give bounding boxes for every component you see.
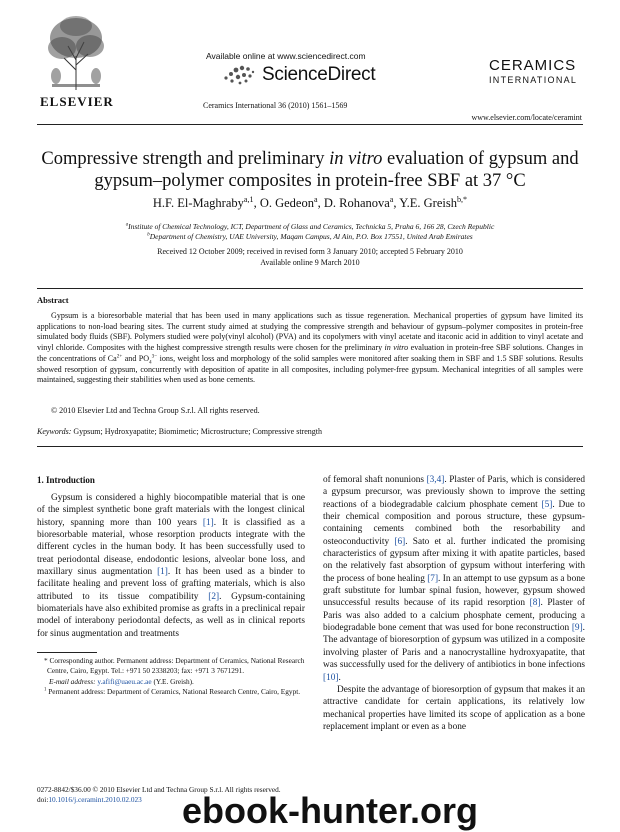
footnote-email: E-mail address: y.afifi@uaeu.ac.ae (Y.E. Greish). bbox=[49, 676, 194, 686]
footnote-permanent: $^1$ Permanent address: Department of Ceramics, National Research Centre, Cairo, Egypt. bbox=[44, 687, 301, 697]
issn-line: 0272-8842/$36.00 © 2010 Elsevier Ltd and Techna Group S.r.l. All rights reserved. bbox=[37, 785, 281, 794]
sciencedirect-dots-icon bbox=[222, 64, 256, 86]
received-dates: Received 12 October 2009; received in revised form 3 January 2010; accepted 5 February 2010 bbox=[157, 247, 463, 256]
intro-paragraph-continued: of femoral shaft nonunions [3,4]. Plaster of Paris, which is considered a gypsum precursor, was previously shown to improve the setting reactions of a biodegradable calcium phosphate cement [5]. Due to their chemical composition and porous structure, these gypsum-containing cements combined both the resorbability and osteoconductivity [6]. Sato et al. further indicated the promising characteristics of gypsum after mixing it with apatite particles, based on the relatively fast absorption of gypsum without interfering with the process of bone healing [7]. In an attempt to use gypsum as a bone graft substitute for lumbar spinal fusion, however, gypsum showed unsuccessful results because of its rapid resorption [8]. Plaster of Paris was also added to a calcium phosphate cement, producing a biodegradable bone cement that was used for bone reconstruction [9]. The advantage of bioresorption of gypsum was utilized in a composite involving plaster of Paris and a nanocrystalline hydroxyapatite, that was successfully used for the delivery of antibiotics in bone infections [10]. bbox=[323, 475, 585, 683]
author-affil-mark[interactable]: a bbox=[313, 194, 318, 204]
abstract-heading: Abstract bbox=[37, 295, 69, 305]
footnote-corresponding: * Corresponding author. Permanent address: Department of Ceramics, National Research Centre, Cairo, Egypt. Tel.: +971 50 2338203; fax: +971 3 7671291. bbox=[44, 656, 305, 676]
author-affil-mark[interactable]: a bbox=[389, 194, 394, 204]
citation-link[interactable]: [7] bbox=[427, 573, 439, 584]
author-list: H.F. El-Maghraby$^{a,1}$, O. Gedeon$^a$, D. Rohanova$^a$, Y.E. Greish$^{b,*}$ bbox=[152, 194, 468, 210]
article-title: Compressive strength and preliminary in vitro evaluation of gypsum and gypsum–polymer composites in protein-free SBF at 37 °C bbox=[41, 149, 579, 191]
author-name[interactable]: H.F. El-Maghraby bbox=[152, 196, 244, 210]
doi-line: doi:10.1016/j.ceramint.2010.02.023 bbox=[37, 794, 142, 804]
abstract-text: Gypsum is a bioresorbable material that has been used in many applications such as tissue regeneration. Mechanical properties of gypsum have limited its applications to non-load bearing sites. The current study aimed at studying the compressive strength and behaviour of gypsum–polymer composites in protein-free simulated body fluids (SBF). Polymers studied were poly(vinyl alcohol) (PVA) and its copolymers with vinyl acetate and itaconic acid in addition to vinyl acetate and vinyl chloride. Composites with the highest compressive strength results were chosen for the preliminary in vitro evaluation in protein-free SBF solutions. Changes in the concentrations of $Ca^{2+}$ and $PO_4^{3-}$ ions, weight loss and morphology of the solid samples were monitored after soaking them in SBF and 1.5 SBF solutions. Results showed resorption of gypsum, concurrently with deposition of apatite in all composites, including polymer-free gypsum. Mechanical integrities of all samples were maintained, suggesting their stabilities when used as bone cements. bbox=[37, 311, 584, 385]
elsevier-tree-logo bbox=[42, 10, 110, 92]
citation-link[interactable]: [1] bbox=[157, 567, 168, 578]
watermark-text: ebook-hunter.org bbox=[182, 790, 478, 831]
abstract-copyright: © 2010 Elsevier Ltd and Techna Group S.r.l. All rights reserved. bbox=[51, 406, 260, 415]
author-name[interactable]: D. Rohanova bbox=[323, 196, 390, 210]
header-divider bbox=[37, 124, 583, 125]
footnotes bbox=[37, 656, 305, 698]
left-column bbox=[37, 492, 305, 640]
keywords: Keywords: Gypsum; Hydroxyapatite; Biomimetic; Microstructure; Compressive strength bbox=[37, 427, 322, 436]
sciencedirect-wordmark: ScienceDirect bbox=[262, 64, 376, 85]
intro-paragraph: Despite the advantage of bioresorption of gypsum that makes it an attractive candidate for certain applications, its relatively low mechanical properties have limited its scope of application as a bone replacement implant or even as a bone bbox=[323, 684, 585, 732]
journal-name-line1: CERAMICS bbox=[489, 57, 577, 74]
email-link[interactable]: y.afifi@uaeu.ac.ae bbox=[97, 676, 152, 686]
footnote-divider bbox=[37, 652, 97, 653]
doi-link[interactable]: 10.1016/j.ceramint.2010.02.023 bbox=[48, 794, 142, 804]
citation-link[interactable]: [2] bbox=[208, 591, 220, 602]
author-name[interactable]: Y.E. Greish bbox=[399, 196, 457, 210]
abstract-divider-bottom bbox=[37, 446, 583, 447]
affiliation-b: $^b$Department of Chemistry, UAE University, Maqam Campus, Al Ain, P.O. Box 17551, United Arab Emirates bbox=[147, 232, 473, 241]
journal-name-line2: INTERNATIONAL bbox=[489, 75, 578, 85]
author-affil-mark[interactable]: b,* bbox=[456, 194, 468, 204]
publisher-name: ELSEVIER bbox=[40, 94, 114, 109]
author-name[interactable]: O. Gedeon bbox=[259, 196, 314, 210]
author-affil-mark[interactable]: a,1 bbox=[243, 194, 254, 204]
intro-paragraph: Gypsum is considered a highly biocompatible material that is one of the simplest synthetic bone graft materials with the longest clinical history, spanning more than 100 years [1]. It is classified as a bioresorbable material, whose resorption products integrate with the different cycles in the human body. It has been successfully used to treat periodontal disease, endodontic lesions, alveolar bone loss, and maxillary sinus augmentation [1]. It has been used as a binder to facilitate healing and prevent loss of grafting materials, which is also attributed to its tissue compatibility [2]. Gypsum-containing biomaterials have also exhibited promise as grafts in a preclinical repair model of interabony periodontal defects, as well as in clinical reports for sinus augmentation and treatments bbox=[37, 493, 305, 639]
citation-link[interactable]: [1] bbox=[202, 517, 214, 528]
citation-link[interactable]: [9] bbox=[571, 623, 583, 634]
citation-link[interactable]: [6] bbox=[394, 536, 406, 547]
section-heading-introduction: 1. Introduction bbox=[37, 475, 95, 485]
sciencedirect-logo[interactable] bbox=[222, 62, 375, 88]
available-date: Available online 9 March 2010 bbox=[260, 258, 360, 267]
citation-link[interactable]: [10] bbox=[323, 672, 339, 683]
citation-link[interactable]: [3,4] bbox=[426, 475, 445, 485]
affiliation-a: $^a$Institute of Chemical Technology, ICT, Department of Glass and Ceramics, Technicka 5, Praha 6, 166 28, Czech Republic bbox=[125, 222, 495, 231]
citation-link[interactable]: [5] bbox=[541, 499, 553, 510]
available-online-text[interactable]: Available online at www.sciencedirect.com bbox=[206, 51, 366, 61]
journal-url-link[interactable]: www.elsevier.com/locate/ceramint bbox=[471, 113, 582, 122]
journal-citation: Ceramics International 36 (2010) 1561–1569 bbox=[203, 101, 348, 110]
abstract-divider-top bbox=[37, 288, 583, 289]
right-column bbox=[323, 474, 585, 733]
citation-link[interactable]: [8] bbox=[529, 598, 541, 609]
